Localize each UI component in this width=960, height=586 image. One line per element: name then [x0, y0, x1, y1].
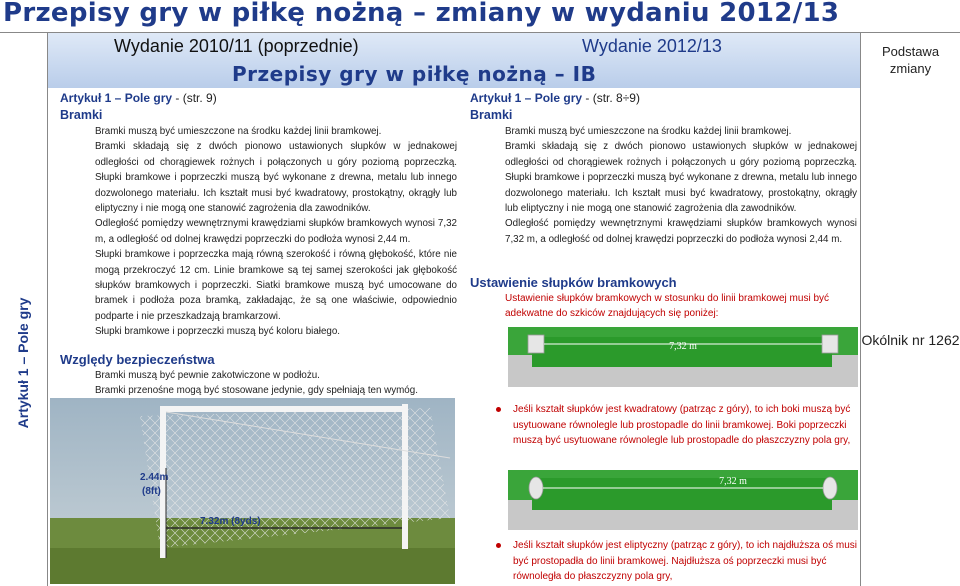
side-column [0, 32, 48, 586]
photo-label-width: 7.32m (8yds) [200, 516, 261, 527]
safety-heading: Względy bezpieczeństwa [60, 352, 215, 367]
bullet-square-text: Jeśli kształt słupków jest kwadratowy (patrząc z góry), to ich boki muszą być usytuowane równolegle lub prostopadle do linii bramkowej. Boki poprzeczki muszą być usytuowane równolegle lub prostopadle do płaszczyzny pola gry, [513, 404, 851, 447]
side-label: Artykuł 1 – Pole gry [15, 297, 31, 429]
left-paragraph: Słupki bramkowe i poprzeczki muszą być koloru białego. [95, 326, 341, 338]
right-article-heading [470, 91, 640, 105]
square-posts-diagram [508, 327, 858, 387]
bullet-dot [496, 407, 501, 412]
diagram-2-label: 7,32 m [719, 476, 747, 487]
new-section-heading: Ustawienie słupków bramkowych [470, 275, 677, 290]
basis-column [860, 32, 960, 586]
goal-photo [50, 398, 455, 584]
left-paragraph: Bramki składają się z dwóch pionowo ustawionych słupków w jednakowej odległości od chorągiewek rożnych i połączonych u góry poziomą poprzeczką. Słupki bramkowe i poprzeczki muszą być wykonane z drewna, metalu lub innego dozwolonego materiału. Ich kształt musi być kwadratowy, prostokątny, okrągły lub eliptyczny i nie mogą one stanowić zagrożenia dla zawodników. [95, 141, 457, 215]
left-article-heading [60, 91, 217, 105]
left-article-title: Artykuł 1 – Pole gry [60, 91, 173, 105]
bullet-dot [496, 543, 501, 548]
header-subtitle: Przepisy gry w piłkę nożną – IB [232, 62, 597, 86]
left-section-heading: Bramki [60, 108, 103, 122]
left-paragraph: Słupki bramkowe i poprzeczka mają równą szerokość i równą głębokość, które nie mogą przekroczyć 12 cm. Linie bramkowe są tej samej szerokości jak głębokość słupków bramkowych i poprzeczki. Siatki bramkowe muszą być umocowane do bramek i podłoża poza bramką, zakładając, że są one właściwie, odpowiednio podparte i nie przeszkadzają bramkarzowi. [95, 249, 457, 322]
right-section-heading: Bramki [470, 108, 513, 122]
right-paragraph: Bramki muszą być umieszczone na środku każdej linii bramkowej. [505, 126, 792, 137]
left-article-page: - (str. 9) [172, 91, 217, 105]
left-paragraph: Odległość pomiędzy wewnętrznymi krawędziami słupków bramkowych wynosi 7,32 m, a odległość od dolnej krawędzi poprzeczki do podłoża wynosi 2,44 m. [95, 218, 457, 245]
right-paragraph: Bramki składają się z dwóch pionowo ustawionych słupków w jednakowej odległości od chorągiewek rożnych i połączonych u góry poziomą poprzeczką. Słupki bramkowe i poprzeczki muszą być wykonane z drewna, metalu lub innego dozwolonego materiału. Ich kształt musi być kwadratowy, prostokątny, okrągły lub eliptyczny i nie mogą one stanowić zagrożenia dla zawodników. [505, 141, 857, 215]
new-section-text: Ustawienie słupków bramkowych w stosunku do linii bramkowej musi być adekwatne do szkiców znajdujących się poniżej: [505, 293, 830, 320]
right-article-title: Artykuł 1 – Pole gry [470, 91, 583, 105]
safety-line: Bramki przenośne mogą być stosowane jedynie, gdy spełniają ten wymóg. [95, 385, 418, 397]
bullet-square [513, 402, 858, 449]
basis-value: Okólnik nr 1262 [861, 332, 960, 348]
diagram-1-label: 7,32 m [669, 341, 697, 352]
page-title: Przepisy gry w piłkę nożną – zmiany w wydaniu 2012/13 [3, 0, 840, 28]
edition-old-heading: Wydanie 2010/11 (poprzednie) [114, 36, 359, 56]
table-header [48, 32, 860, 88]
right-body [505, 124, 857, 247]
left-paragraph: Bramki muszą być umieszczone na środku każdej linii bramkowej. [95, 126, 382, 137]
photo-label-height-ft: (8ft) [142, 486, 161, 497]
bullet-elliptical [513, 538, 858, 585]
edition-new-heading: Wydanie 2012/13 [582, 36, 722, 56]
page-title-bar [0, 0, 960, 32]
safety-line: Bramki muszą być pewnie zakotwiczone w podłożu. [95, 370, 320, 381]
photo-label-height: 2.44m [140, 472, 169, 483]
right-article-page: - (str. 8÷9) [582, 91, 640, 105]
left-body [95, 124, 457, 340]
elliptical-posts-diagram [508, 470, 858, 530]
safety-body [95, 368, 457, 399]
bullet-elliptical-text: Jeśli kształt słupków jest eliptyczny (patrząc z góry), to ich najdłuższa oś musi być prostopadła do linii bramkowej. Najdłuższa oś poprzeczki musi być równoległa do płaszczyzny pola gry, [513, 540, 858, 583]
basis-heading: Podstawa zmiany [881, 44, 940, 76]
right-paragraph: Odległość pomiędzy wewnętrznymi krawędziami słupków bramkowych wynosi 7,32 m, a odległość od dolnej krawędzi poprzeczki do podłoża wynosi 2,44 m. [505, 218, 857, 245]
